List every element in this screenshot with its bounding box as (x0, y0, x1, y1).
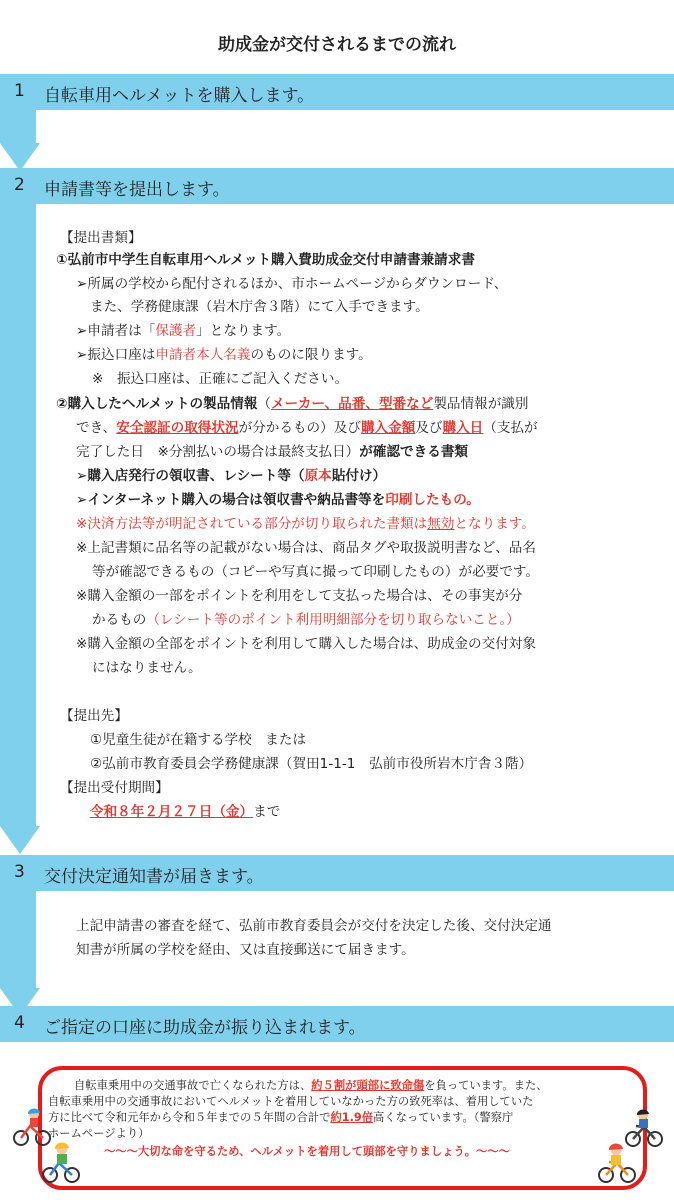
notice-line-3 (48, 1110, 513, 1125)
safety-notice (38, 1066, 647, 1190)
docs-heading: 【提出書類】 (60, 230, 142, 246)
flow-arrow-shaft-2 (0, 204, 36, 826)
text: ➢購入店発行の領収書、レシート等（ (76, 468, 305, 484)
highlight: 原本 (304, 468, 332, 484)
text: 製品情報が識別 (433, 396, 529, 412)
highlight: 申請者本人名義 (155, 347, 251, 363)
period-heading: 【提出受付期間】 (60, 780, 169, 796)
highlight: 安全認証の取得状況 (116, 420, 239, 436)
highlight: 約５割が頭部に致命傷 (311, 1079, 425, 1092)
doc1-bullet-2 (76, 323, 290, 341)
step-1-bar (0, 74, 674, 110)
text: 自転車乗用中の交通事故で亡くなられた方は、 (74, 1079, 312, 1092)
text: （ (257, 396, 272, 412)
text: 」となります。 (196, 323, 291, 339)
flow-arrow-head-2 (0, 826, 40, 854)
text: が分かるもの）及び (238, 420, 361, 436)
doc1-title: ①弘前市中学生自転車用ヘルメット購入費助成金交付申請書兼請求書 (56, 252, 475, 268)
step-4-number: 4 (14, 1013, 25, 1033)
text: まで (253, 804, 281, 820)
step-2-text: 申請書等を提出します。 (44, 180, 230, 200)
step-1-number: 1 (14, 81, 25, 101)
flow-arrow-shaft-1 (0, 110, 36, 143)
step-3-bar (0, 855, 674, 891)
highlight: メーカー、品番、型番など (271, 396, 434, 412)
highlight: 無効 (427, 516, 455, 532)
text: 方に比べて令和元年から令和５年までの５年間の合計で (48, 1111, 331, 1124)
step-1-text: 自転車用ヘルメットを購入します。 (44, 86, 315, 106)
text: 高くなっています。（警察庁 (373, 1111, 514, 1124)
text: が確認できる書類 (359, 444, 469, 460)
text: ➢インターネット購入の場合は領収書や納品書等を (76, 492, 386, 508)
doc2-note-3b (92, 612, 520, 630)
step-3-text: 交付決定通知書が届きます。 (44, 867, 264, 887)
highlight: （レシート等のポイント利用明細部分を切り取らないこと。） (146, 612, 520, 628)
text: となります。 (454, 516, 535, 532)
step-4-text: ご指定の口座に助成金が振り込まれます。 (44, 1018, 366, 1038)
step-2-number: 2 (14, 175, 25, 195)
doc2-note-2b: 等が確認できるもの（コピーや写真に撮って印刷したもの）が必要です。 (92, 564, 539, 580)
notice-line-2: 自転車乗用中の交通事故においてヘルメットを着用していなかった方の致死率は、着用していた (48, 1095, 534, 1108)
step-3-line-2: 知書が所属の学校を経由、又は直接郵送にて届きます。 (76, 942, 415, 958)
step-3-line-1: 上記申請書の審査を経て、弘前市教育委員会が交付を決定した後、交付決定通 (76, 918, 552, 934)
doc1-note: ※ 振込口座は、正確にご記入ください。 (92, 371, 349, 387)
destination-2: ②弘前市教育委員会学務健康課（賀田1-1-1 弘前市役所岩木庁舎３階） (90, 756, 533, 772)
highlight: 印刷したもの。 (385, 492, 480, 508)
doc2-note-3a: ※購入金額の一部をポイントを利用をして支払った場合は、その事実が分 (76, 588, 523, 604)
text: のものに限ります。 (250, 347, 372, 363)
step-4-bar (0, 1006, 674, 1042)
text: ②購入したヘルメットの製品情報 (56, 396, 258, 412)
period-value: 令和８年２月２７日（金） (90, 804, 254, 820)
notice-line-1 (74, 1078, 548, 1093)
destination-heading: 【提出先】 (60, 708, 128, 724)
doc2-note-4b: にはなりません。 (92, 660, 202, 676)
destination-1: ①児童生徒が在籍する学校 または (90, 732, 307, 748)
text: かるもの (92, 612, 147, 628)
highlight: 保護者 (155, 323, 197, 339)
doc2-line-1 (56, 396, 528, 414)
step-3-number: 3 (14, 862, 25, 882)
text: 完了した日 ※分割払いの場合は最終支払日） (76, 444, 360, 460)
step-2-bar (0, 168, 674, 204)
doc2-note-2a: ※上記書類に品名等の記載がない場合は、商品タグや取扱説明書など、品名 (76, 540, 536, 556)
flow-arrow-shaft-3 (0, 891, 36, 988)
text: でき、 (76, 420, 117, 436)
doc2-note-4a: ※購入金額の全部をポイントを利用して購入した場合は、助成金の交付対象 (76, 636, 536, 652)
doc1-bullet-1a: ➢所属の学校から配付されるほか、市ホームページからダウンロード、 (76, 276, 508, 292)
text: ※決済方法等が明記されている部分が切り取られた書類は (76, 516, 428, 532)
period (90, 804, 280, 822)
text: 及び (415, 420, 443, 436)
doc1-bullet-1b: また、学務健康課（岩木庁舎３階）にて入手できます。 (90, 299, 429, 315)
highlight: 購入金額 (360, 420, 416, 436)
cyclist-icon-left-bottom (40, 1140, 82, 1184)
highlight: 購入日 (442, 420, 484, 436)
cyclist-icon-right-bottom (596, 1142, 638, 1184)
doc2-note-1 (76, 516, 535, 534)
notice-slogan: ～～～大切な命を守るため、ヘルメットを着用して頭部を守りましょう。～～～ (104, 1145, 510, 1158)
text: （支払が (483, 420, 538, 436)
doc1-bullet-3 (76, 347, 372, 365)
doc2-line-2 (76, 420, 538, 438)
text: ➢振込口座は (76, 347, 156, 363)
text: ➢申請者は「 (76, 323, 156, 339)
flow-arrow-head-1 (0, 143, 40, 171)
highlight: 約1.9倍 (330, 1111, 374, 1124)
text: 貼付け） (331, 468, 387, 484)
page-title: 助成金が交付されるまでの流れ (218, 35, 456, 55)
doc2-bullet-1 (76, 468, 386, 486)
doc2-line-3 (76, 444, 468, 462)
doc2-bullet-2 (76, 492, 480, 510)
text: を負っています。また、 (424, 1079, 548, 1092)
notice-line-4: ホームページより） (48, 1127, 150, 1140)
